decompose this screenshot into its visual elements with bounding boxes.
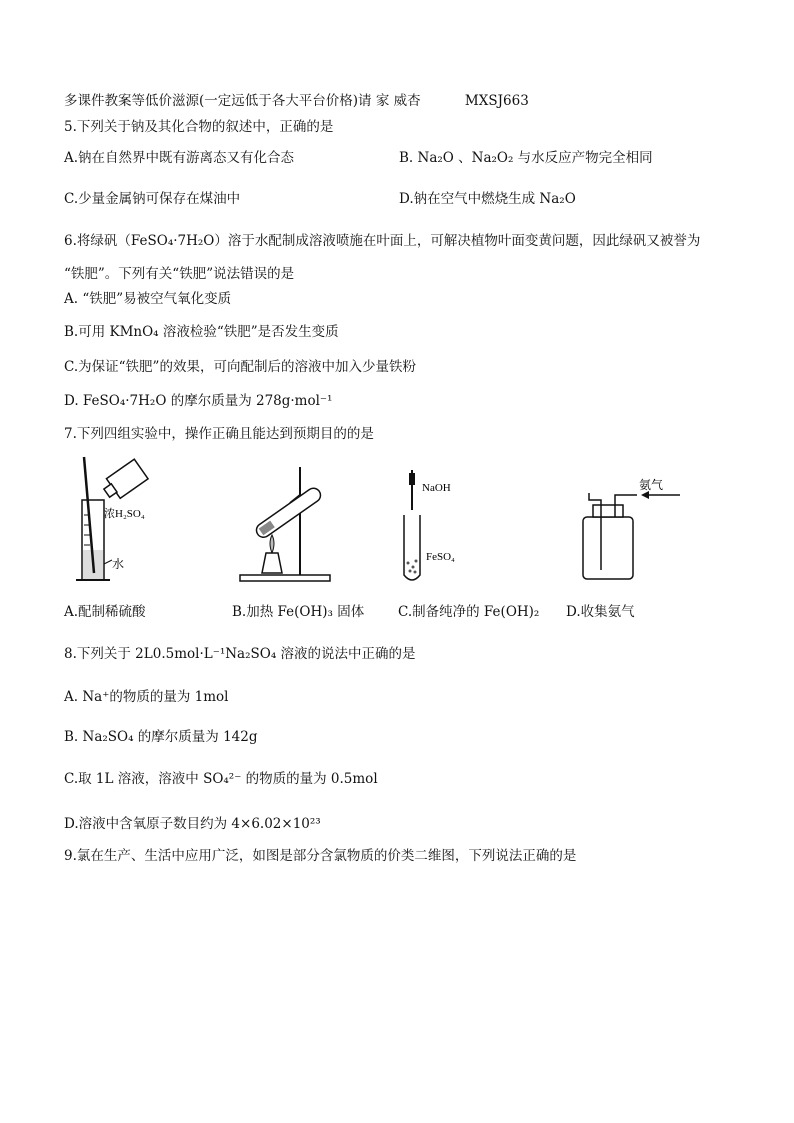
reagent-bottle <box>100 459 148 503</box>
q9-stem: 9.氯在生产、生活中应用广泛，如图是部分含氯物质的价类二维图，下列说法正确的是 <box>64 848 577 864</box>
ad-text: 多课件教案等低价滋源(一定远低于各大平台价格)请 家 威杏 <box>64 93 421 109</box>
label-acid: 浓H₂SO₄ <box>104 508 145 520</box>
q8-option-c: C.取 1L 溶液，溶液中 SO₄²⁻ 的物质的量为 0.5mol <box>64 771 378 787</box>
dropper-bulb <box>409 473 415 485</box>
q5-stem: 5.下列关于钠及其化合物的叙述中，正确的是 <box>64 119 334 135</box>
label-water: 水 <box>112 557 125 571</box>
tube <box>404 515 420 580</box>
header-ad <box>64 92 529 110</box>
q8-option-d: D.溶液中含氧原子数目约为 4×6.02×10²³ <box>64 816 321 832</box>
arrow-head <box>641 491 649 499</box>
label-feso4: FeSO₄ <box>426 551 455 563</box>
q6-stem-line1: 6.将绿矾（FeSO₄·7H₂O）溶于水配制成溶液喷施在叶面上，可解决植物叶面变黄问题，因此绿矾又被誉为 <box>64 233 701 249</box>
q7-stem: 7.下列四组实验中，操作正确且能达到预期目的的是 <box>64 426 374 442</box>
figure-gas-bottle <box>575 455 685 587</box>
q7-caption-d: D.收集氨气 <box>566 604 635 620</box>
label-naoh: NaOH <box>422 482 451 494</box>
stopper <box>593 505 623 517</box>
gas-bottle <box>583 517 633 579</box>
figure-naoh-drop <box>398 455 478 587</box>
q6-option-d: D. FeSO₄·7H₂O 的摩尔质量为 278g·mol⁻¹ <box>64 393 333 409</box>
test-tube <box>254 486 323 540</box>
q6-option-c: C.为保证“铁肥”的效果，可向配制后的溶液中加入少量铁粉 <box>64 359 416 375</box>
q5-option-b: B. Na₂O 、Na₂O₂ 与水反应产物完全相同 <box>399 150 653 166</box>
figure-heat-tube <box>232 455 332 587</box>
q6-stem-line2: “铁肥”。下列有关“铁肥”说法错误的是 <box>64 266 295 282</box>
q6-option-b: B.可用 KMnO₄ 溶液检验“铁肥”是否发生变质 <box>64 324 339 340</box>
q8-option-a: A. Na⁺的物质的量为 1mol <box>64 689 229 705</box>
label-ammonia: 氨气 <box>639 478 664 492</box>
q7-caption-b: B.加热 Fe(OH)₃ 固体 <box>232 604 365 620</box>
q8-option-b: B. Na₂SO₄ 的摩尔质量为 142g <box>64 729 258 745</box>
q8-stem: 8.下列关于 2L0.5mol·L⁻¹Na₂SO₄ 溶液的说法中正确的是 <box>64 646 416 662</box>
stand-base <box>240 575 330 581</box>
q5-option-d: D.钠在空气中燃烧生成 Na₂O <box>399 191 576 207</box>
flame <box>270 535 274 553</box>
ad-code: MXSJ663 <box>464 93 529 109</box>
figure-dilute-acid <box>72 455 167 587</box>
q6-option-a: A. “铁肥”易被空气氧化变质 <box>64 291 232 307</box>
alcohol-lamp <box>262 553 282 573</box>
q7-caption-c: C.制备纯净的 Fe(OH)₂ <box>398 604 540 620</box>
q7-caption-a: A.配制稀硫酸 <box>64 604 146 620</box>
q5-option-a: A.钠在自然界中既有游离态又有化合态 <box>64 150 295 166</box>
water-pointer <box>104 560 112 564</box>
q5-option-c: C.少量金属钠可保存在煤油中 <box>64 191 241 207</box>
